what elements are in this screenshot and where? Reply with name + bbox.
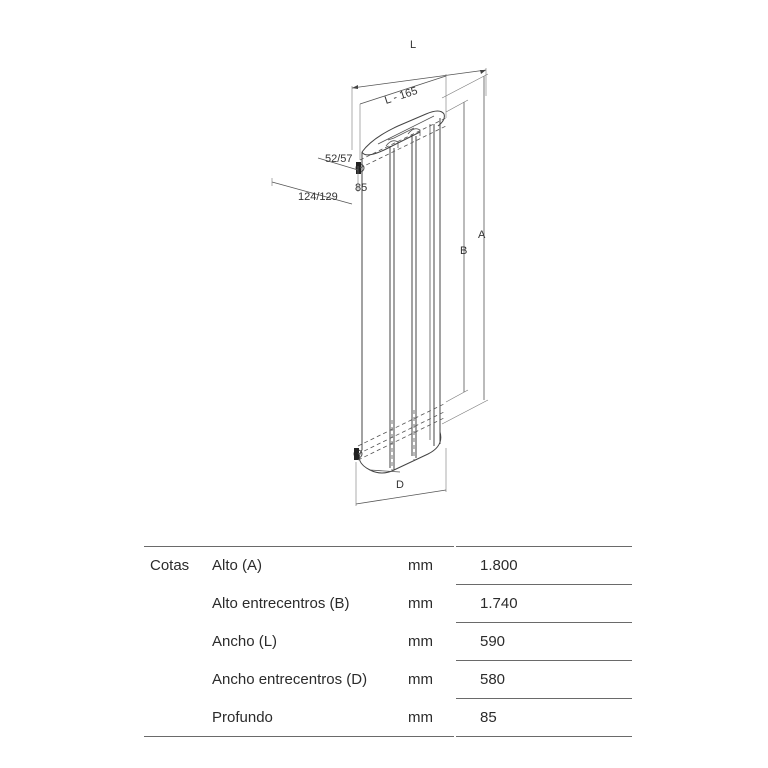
dimension-width-centers-offset (360, 74, 446, 160)
label-85: 85 (355, 182, 368, 194)
label-124-129: 124/129 (298, 191, 338, 203)
radiator-body (354, 111, 446, 473)
row-unit: mm (408, 709, 433, 726)
row-value: 590 (480, 633, 506, 650)
label-A: A (478, 229, 486, 241)
row-label: Profundo (212, 709, 273, 726)
group-label: Cotas (150, 557, 190, 574)
table-row (144, 660, 632, 698)
row-unit: mm (408, 595, 433, 612)
row-value: 1.800 (480, 557, 518, 574)
label-L-165: L - 165 (383, 84, 420, 107)
row-label: Ancho entrecentros (D) (212, 671, 368, 688)
row-value: 1.740 (480, 595, 518, 612)
row-label: Alto (A) (212, 557, 263, 574)
table-rule-bottom-left (144, 736, 454, 737)
label-D: D (396, 479, 404, 491)
table-row (144, 698, 632, 736)
row-value: 85 (480, 709, 497, 726)
table-row (144, 622, 632, 660)
label-52-57: 52/57 (325, 153, 353, 165)
row-label: Ancho (L) (212, 633, 278, 650)
label-B: B (460, 245, 468, 257)
row-unit: mm (408, 633, 433, 650)
table-row (144, 546, 632, 584)
row-unit: mm (408, 671, 433, 688)
dimension-width-total (352, 39, 486, 150)
dimension-height-centers (446, 100, 468, 402)
row-label: Alto entrecentros (B) (212, 595, 350, 612)
label-L: L (410, 39, 417, 51)
specs-table (144, 546, 632, 738)
dimension-side-depth (272, 153, 367, 204)
row-value: 580 (480, 671, 506, 688)
row-unit: mm (408, 557, 433, 574)
dimension-width-centers (356, 448, 446, 506)
table-rule-bottom-right (456, 736, 632, 737)
table-row (144, 584, 632, 622)
